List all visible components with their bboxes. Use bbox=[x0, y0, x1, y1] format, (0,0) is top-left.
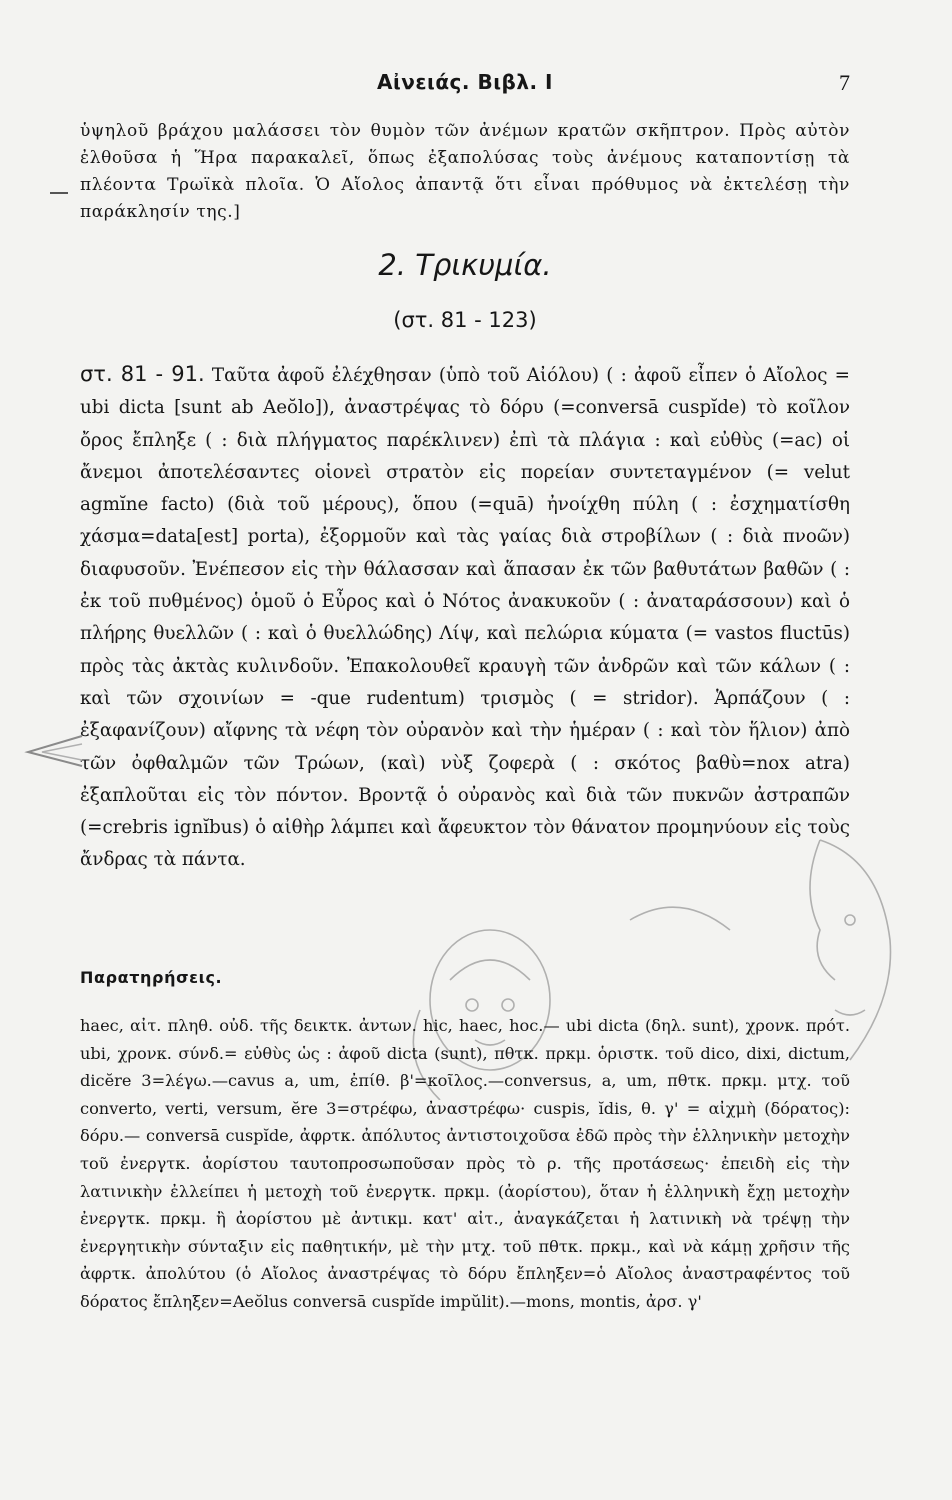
running-header bbox=[80, 70, 850, 102]
margin-dash-mark bbox=[50, 192, 68, 194]
section-title: 2. Τρικυμία. bbox=[378, 248, 552, 282]
intro-paragraph: ὑψηλοῦ βράχου μαλάσσει τὸν θυμὸν τῶν ἀνέμων κρατῶν σκῆπτρον. Πρὸς αὐτὸν ἐλθοῦσα ἡ Ἥρα παρακαλεῖ, ὅπως ἐξαπολύσας τοὺς ἀνέμους καταποντίσῃ τὰ πλέοντα Τρωϊκὰ πλοῖα. Ὁ Αἴολος ἀπαντᾷ ὅτι εἶναι πρόθυμος νὰ ἐκτελέσῃ τὴν παράκλησίν της.] bbox=[80, 121, 850, 222]
notes-heading: Παρατηρήσεις. bbox=[80, 968, 223, 987]
translation-text: Ταῦτα ἀφοῦ ἐλέχθησαν (ὑπὸ τοῦ Αἰόλου) ( : ἀφοῦ εἶπεν ὁ Αἴολος = ubi dicta [sunt ab Aeŏlo]), ἀναστρέψας τὸ δόρυ (=conversā cuspĭde) τὸ κοῖλον ὄρος ἔπληξε ( : διὰ πλήγματος παρέκλινεν) ἐπὶ τὰ πλάγια : καὶ εὐθὺς (=ac) οἱ ἄνεμοι ἀποτελέσαντες οἱονεὶ στρατὸν εἰς πορείαν συντεταγμένον (= velut agmĭne facto) (διὰ τοῦ μέρους), ὅπου (=quā) ἠνοίχθη πύλη ( : ἐσχηματίσθη χάσμα=data[est] porta), ἐξορμοῦν καὶ τὰς γαίας διὰ στροβίλων ( : διὰ πνοῶν) διαφυσοῦν. Ἐνέπεσον εἰς τὴν θάλασσαν καὶ ἅπασαν ἐκ τῶν βαθυτάτων βαθῶν ( : ἐκ τοῦ πυθμένος) ὁμοῦ ὁ Εὖρος καὶ ὁ Νότος ἀνακυκοῦν ( : ἀναταράσσουν) καὶ ὁ πλήρης θυελλῶν ( : καὶ ὁ θυελλώδης) Λίψ, καὶ πελώρια κύματα (= vastos fluctūs) πρὸς τὰς ἀκτὰς κυλινδοῦν. Ἐπακολουθεῖ κραυγὴ τῶν ἀνδρῶν καὶ τῶν κάλων ( : καὶ τῶν σχοινίων = -que rudentum) τρισμὸς ( = stridor). Ἁρπάζουν ( : ἐξαφανίζουν) αἴφνης τὰ νέφη τὸν οὐρανὸν καὶ τὴν ἡμέραν ( : καὶ τὸν ἥλιον) ἀπὸ τῶν ὀφθαλμῶν τῶν Τρώων, (καὶ) νὺξ ζοφερὰ ( : σκότος βαθὺ=nox atra) ἐξαπλοῦται εἰς τὸν πόντον. Βροντᾷ ὁ οὐρανὸς καὶ διὰ τῶν πυκνῶν ἀστραπῶν (=crebris ignĭbus) ὁ αἰθὴρ λάμπει καὶ ἄφευκτον τὸν θάνατον προμηνύουν εἰς τοὺς ἄνδρας τὰ πάντα. bbox=[80, 365, 851, 871]
running-title: Αἰνειάς. Βιβλ. Ι bbox=[377, 70, 553, 94]
section-range: (στ. 81 - 123) bbox=[393, 308, 537, 332]
notes-paragraph: haec, αἰτ. πληθ. οὐδ. τῆς δεικτκ. ἀντων. hic, haec, hoc.— ubi dicta (δηλ. sunt), χρονκ. πρότ. ubi, χρονκ. σύνδ.= εὐθὺς ὡς : ἀφοῦ dicta (sunt), πθτκ. πρκμ. ὁριστκ. τοῦ dico, dixi, dictum, dicĕre 3=λέγω.—cavus a, um, ἐπίθ. β'=κοῖλος.—conversus, a, um, πθτκ. πρκμ. μτχ. τοῦ converto, verti, versum, ĕre 3=στρέφω, ἀναστρέφω· cuspis, ĭdis, θ. γ' = αἰχμὴ (δόρατος): δόρυ.— conversā cuspĭde, ἀφρτκ. ἀπόλυτος ἀντιστοιχοῦσα ἐδῶ πρὸς τὴν ἑλληνικὴν μετοχὴν τοῦ ἐνεργτκ. ἀορίστου ταυτοπροσωποῦσαν πρὸς τὸ ρ. τῆς προτάσεως· ἐπειδὴ εἰς τὴν λατινικὴν ἐλλείπει ἡ μετοχὴ τοῦ ἐνεργτκ. πρκμ. (ἀορίστου), ὅταν ἡ ἑλληνικὴ ἔχῃ μετοχὴν ἐνεργτκ. πρκμ. ἢ ἀορίστου μὲ ἀντικμ. κατ' αἰτ., ἀναγκάζεται ἡ λατινικὴ νὰ τρέψῃ τὴν ἐνεργητικὴν σύνταξιν εἰς παθητικήν, μὲ τὴν μτχ. τοῦ πθτκ. πρκμ., καὶ νὰ κάμῃ χρῆσιν τῆς ἀφρτκ. ἀπολύτου (ὁ Αἴολος ἀναστρέψας τὸ δόρυ ἔπληξεν=ὁ Αἴολος ἀναστραφέντος τοῦ δόρατος ἔπληξεν=Aeŏlus conversā cuspĭde impŭlit).—mons, montis, ἀρσ. γ' bbox=[80, 1016, 850, 1311]
margin-arrow-mark bbox=[24, 730, 84, 770]
translation-paragraph bbox=[80, 358, 850, 877]
verse-reference: στ. 81 - 91. bbox=[80, 362, 205, 386]
page-number: 7 bbox=[839, 70, 850, 95]
